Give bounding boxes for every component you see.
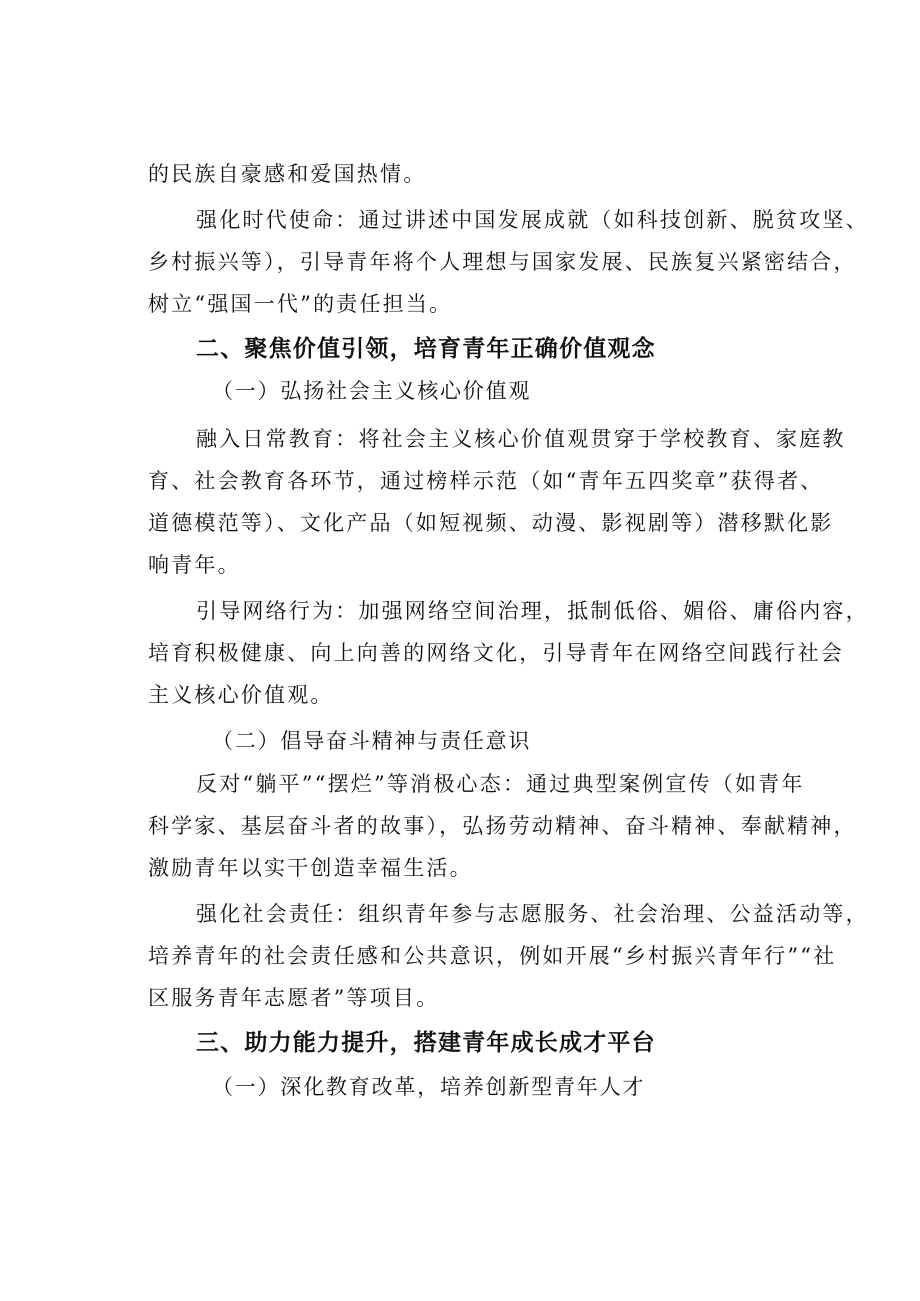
body-text-line: 强化时代使命：通过讲述中国发展成就（如科技创新、脱贫攻坚、: [196, 208, 869, 232]
section-heading: 三、助力能力提升，搭建青年成长成才平台: [196, 1030, 656, 1056]
subsection-heading: （一）弘扬社会主义核心价值观: [212, 379, 532, 403]
body-text-line: 强化社会责任：组织青年参与志愿服务、社会治理、公益活动等，: [196, 902, 869, 926]
body-text-line: 激励青年以实干创造幸福生活。: [148, 856, 473, 880]
body-text-line: 的民族自豪感和爱国热情。: [148, 162, 427, 186]
body-text-line: 乡村振兴等），引导青年将个人理想与国家发展、民族复兴紧密结合，: [148, 250, 857, 274]
body-text-line: 培养青年的社会责任感和公共意识，例如开展“乡村振兴青年行”“社: [148, 944, 837, 968]
subsection-heading: （二）倡导奋斗精神与责任意识: [212, 729, 532, 753]
body-text-line: 融入日常教育：将社会主义核心价值观贯穿于学校教育、家庭教: [196, 427, 846, 451]
body-text-line: 响青年。: [148, 553, 241, 577]
body-text-line: 树立“强国一代”的责任担当。: [148, 292, 453, 316]
section-heading: 二、聚焦价值引领，培育青年正确价值观念: [196, 336, 656, 362]
body-text-line: 科学家、基层奋斗者的故事），弘扬劳动精神、奋斗精神、奉献精神，: [148, 814, 857, 838]
body-text-line: 道德模范等）、文化产品（如短视频、动漫、影视剧等）潜移默化影: [148, 511, 834, 535]
subsection-heading: （一）深化教育改革，培养创新型青年人才: [212, 1075, 646, 1099]
body-text-line: 主义核心价值观。: [148, 683, 334, 707]
body-text-line: 育、社会教育各环节，通过榜样示范（如“青年五四奖章”获得者、: [148, 469, 824, 493]
body-text-line: 反对“躺平”“摆烂”等消极心态：通过典型案例宣传（如青年: [196, 772, 805, 796]
body-text-line: 区服务青年志愿者”等项目。: [148, 986, 440, 1010]
body-text-line: 引导网络行为：加强网络空间治理，抵制低俗、媚俗、庸俗内容，: [196, 599, 869, 623]
body-text-line: 培育积极健康、向上向善的网络文化，引导青年在网络空间践行社会: [148, 641, 844, 665]
